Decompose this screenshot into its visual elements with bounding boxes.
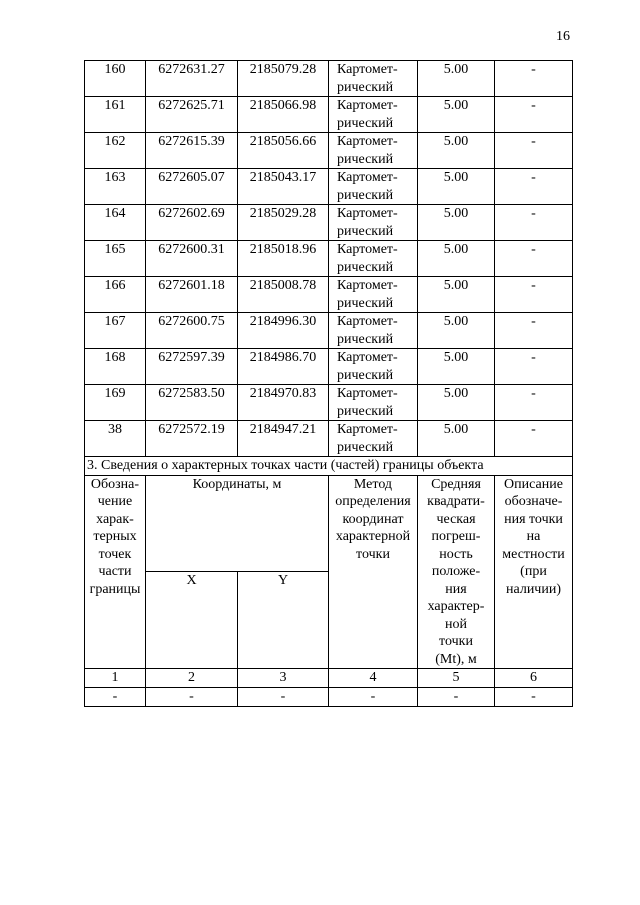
cell-description: -: [495, 133, 573, 169]
cell-coord-y: 2184970.83: [238, 385, 329, 421]
cell-coord-y: 2184986.70: [238, 349, 329, 385]
method-line-1: Картомет-: [337, 98, 398, 113]
method-line-2: рический: [337, 79, 394, 95]
table-row: [85, 385, 573, 421]
cell-description: -: [495, 241, 573, 277]
method-line-2: рический: [337, 367, 394, 383]
cell-description: -: [495, 349, 573, 385]
cell-method: [329, 241, 418, 277]
cell-coord-x: 6272631.27: [146, 61, 238, 97]
method-line-2: рический: [337, 223, 394, 239]
cell-accuracy: 5.00: [418, 241, 495, 277]
header-line: Описание: [504, 476, 563, 492]
cell-method: [329, 349, 418, 385]
cell-accuracy: 5.00: [418, 277, 495, 313]
method-line-2: рический: [337, 187, 394, 203]
method-line-1: Картомет-: [337, 386, 398, 401]
cell-coord-x: 6272597.39: [146, 349, 238, 385]
cell-point-number: 166: [85, 277, 146, 313]
cell-method: [329, 61, 418, 97]
header-line: ния: [445, 581, 467, 597]
cell-coord-x: 6272605.07: [146, 169, 238, 205]
header-line: на: [526, 529, 541, 544]
header-line: наличии): [506, 581, 561, 597]
cell-point-number: 168: [85, 349, 146, 385]
cell-point-number: 169: [85, 385, 146, 421]
cell-coord-y: 2185029.28: [238, 205, 329, 241]
cell-description: -: [495, 385, 573, 421]
table-row: [85, 277, 573, 313]
method-line-1: Картомет-: [337, 170, 398, 185]
header-designation: [85, 475, 146, 669]
header-line: квадрати-: [427, 494, 485, 509]
cell-point-number: 163: [85, 169, 146, 205]
column-number: 6: [495, 669, 573, 688]
table-row: [85, 61, 573, 97]
header-accuracy: [418, 475, 495, 669]
cell-coord-x: 6272572.19: [146, 421, 238, 457]
column-number: 5: [418, 669, 495, 688]
header-line: части: [98, 564, 132, 579]
cell-method: [329, 385, 418, 421]
method-line-2: рический: [337, 295, 394, 311]
cell-description: -: [495, 61, 573, 97]
header-line: границы: [89, 581, 141, 597]
cell-point-number: 38: [85, 421, 146, 457]
method-line-2: рический: [337, 403, 394, 419]
header-description: [495, 475, 573, 669]
cell-coord-x: 6272602.69: [146, 205, 238, 241]
header-line: ность: [439, 546, 473, 562]
column-number: 1: [85, 669, 146, 688]
cell-point-number: 162: [85, 133, 146, 169]
header-line: обозначе-: [504, 494, 563, 509]
cell-accuracy: 5.00: [418, 313, 495, 349]
cell-coord-y: 2184996.30: [238, 313, 329, 349]
header-line: чение: [97, 494, 133, 509]
cell-point-number: 165: [85, 241, 146, 277]
header-method: [329, 475, 418, 669]
cell-description: -: [495, 313, 573, 349]
cell-method: [329, 169, 418, 205]
column-number: 3: [238, 669, 329, 688]
method-line-1: Картомет-: [337, 278, 398, 293]
header-line: Средняя: [431, 476, 481, 492]
method-line-1: Картомет-: [337, 350, 398, 365]
header-y: Y: [238, 572, 329, 669]
section3: [85, 457, 573, 707]
method-line-1: Картомет-: [337, 242, 398, 257]
cell-accuracy: 5.00: [418, 169, 495, 205]
empty-data-row: [85, 688, 573, 707]
cell-description: -: [495, 421, 573, 457]
method-line-2: рический: [337, 439, 394, 455]
header-line: погреш-: [431, 529, 481, 544]
header-line: точек: [98, 546, 132, 562]
table-row: [85, 205, 573, 241]
cell-accuracy: 5.00: [418, 385, 495, 421]
table-row: [85, 169, 573, 205]
header-line: ческая: [436, 511, 476, 527]
empty-cell: -: [418, 688, 495, 707]
cell-point-number: 160: [85, 61, 146, 97]
cell-point-number: 164: [85, 205, 146, 241]
method-line-1: Картомет-: [337, 314, 398, 329]
empty-cell: -: [238, 688, 329, 707]
cell-method: [329, 277, 418, 313]
cell-description: -: [495, 277, 573, 313]
cell-accuracy: 5.00: [418, 205, 495, 241]
cell-point-number: 167: [85, 313, 146, 349]
cell-coord-x: 6272600.31: [146, 241, 238, 277]
cell-accuracy: 5.00: [418, 61, 495, 97]
cell-accuracy: 5.00: [418, 421, 495, 457]
cell-description: -: [495, 97, 573, 133]
header-line: положе-: [431, 564, 481, 579]
table-row: [85, 313, 573, 349]
empty-cell: -: [495, 688, 573, 707]
table-row: [85, 97, 573, 133]
header-line: точки: [356, 546, 390, 562]
cell-method: [329, 313, 418, 349]
cell-coord-y: 2185008.78: [238, 277, 329, 313]
table-row: [85, 241, 573, 277]
cell-coord-x: 6272601.18: [146, 277, 238, 313]
header-line: определения: [335, 494, 411, 509]
cell-method: [329, 133, 418, 169]
cell-coord-y: 2185066.98: [238, 97, 329, 133]
header-line: ной: [445, 616, 467, 632]
header-line: Метод: [353, 476, 393, 492]
method-line-1: Картомет-: [337, 206, 398, 221]
method-line-1: Картомет-: [337, 422, 398, 437]
cell-coord-y: 2185079.28: [238, 61, 329, 97]
header-line: (Mt), м: [435, 651, 477, 667]
cell-coord-x: 6272625.71: [146, 97, 238, 133]
header-line: терных: [93, 529, 137, 544]
method-line-2: рический: [337, 115, 394, 131]
cell-coord-y: 2184947.21: [238, 421, 329, 457]
method-line-1: Картомет-: [337, 134, 398, 149]
cell-coord-x: 6272600.75: [146, 313, 238, 349]
column-number: 2: [146, 669, 238, 688]
cell-coord-y: 2185056.66: [238, 133, 329, 169]
method-line-2: рический: [337, 331, 394, 347]
cell-coord-y: 2185018.96: [238, 241, 329, 277]
cell-coord-x: 6272583.50: [146, 385, 238, 421]
header-line: Обозна-: [90, 476, 140, 492]
cell-coord-y: 2185043.17: [238, 169, 329, 205]
header-line: ния точки: [504, 511, 563, 527]
header-coordinates: Координаты, м: [146, 475, 329, 572]
page-number: 16: [556, 29, 570, 44]
cell-point-number: 161: [85, 97, 146, 133]
cell-accuracy: 5.00: [418, 97, 495, 133]
header-line: харак-: [96, 511, 134, 527]
column-numbers-row: [85, 669, 573, 688]
header-line: местности: [502, 546, 565, 562]
cell-method: [329, 97, 418, 133]
cell-method: [329, 421, 418, 457]
cell-accuracy: 5.00: [418, 133, 495, 169]
method-line-2: рический: [337, 151, 394, 167]
boundary-points-table: [84, 60, 573, 707]
header-x: X: [146, 572, 238, 669]
method-line-1: Картомет-: [337, 62, 398, 77]
header-line: характерной: [335, 529, 411, 544]
header-line: координат: [342, 511, 404, 527]
cell-coord-x: 6272615.39: [146, 133, 238, 169]
data-rows: [85, 61, 573, 457]
section3-title: 3. Сведения о характерных точках части (частей) границы объекта: [85, 457, 573, 476]
cell-method: [329, 205, 418, 241]
header-line: (при: [520, 564, 547, 579]
table-row: [85, 133, 573, 169]
header-line: характер-: [427, 599, 485, 614]
table-row: [85, 349, 573, 385]
cell-accuracy: 5.00: [418, 349, 495, 385]
empty-cell: -: [146, 688, 238, 707]
table-row: [85, 421, 573, 457]
empty-cell: -: [329, 688, 418, 707]
empty-cell: -: [85, 688, 146, 707]
cell-description: -: [495, 205, 573, 241]
cell-description: -: [495, 169, 573, 205]
column-number: 4: [329, 669, 418, 688]
header-line: точки: [439, 634, 473, 649]
method-line-2: рический: [337, 259, 394, 275]
